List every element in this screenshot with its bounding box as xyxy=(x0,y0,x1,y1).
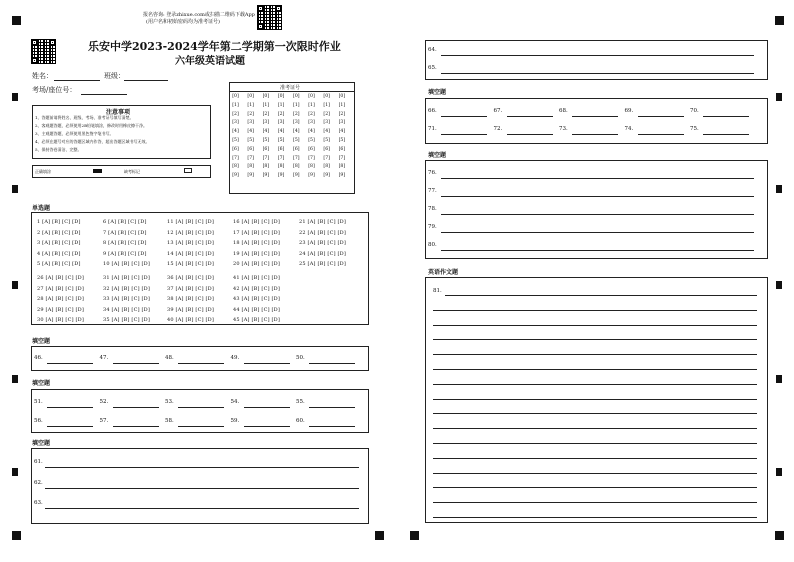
writing-line[interactable] xyxy=(433,339,757,340)
choice-item[interactable]: 30 [A] [B] [C] [D] xyxy=(37,317,85,323)
ticket-digit-bubble[interactable]: [4] xyxy=(338,129,346,135)
timing-mark xyxy=(12,185,18,193)
answer-64-65-rows xyxy=(425,40,768,80)
answer-line[interactable] xyxy=(441,73,754,74)
ticket-digit-bubble[interactable]: [8] xyxy=(308,164,315,170)
answer-line[interactable] xyxy=(45,508,359,509)
blank-number: 70. xyxy=(690,108,699,114)
answer-blank[interactable] xyxy=(178,407,224,408)
answer-number: 76. xyxy=(428,170,437,176)
ticket-digit-bubble[interactable]: [4] xyxy=(247,129,254,135)
ticket-digit-bubble[interactable]: [6] xyxy=(232,146,239,152)
answer-blank[interactable] xyxy=(178,426,224,427)
corner-mark xyxy=(775,16,784,25)
ticket-digit-bubble[interactable]: [5] xyxy=(293,137,300,143)
answer-number: 77. xyxy=(428,188,437,194)
ticket-digit-column xyxy=(292,93,301,181)
choice-item[interactable]: 38 [A] [B] [C] [D] xyxy=(167,296,215,302)
ticket-digit-bubble[interactable]: [1] xyxy=(262,102,270,108)
ticket-digit-bubble[interactable]: [9] xyxy=(232,173,239,179)
answer-blank[interactable] xyxy=(441,134,487,135)
ticket-digit-bubble[interactable]: [8] xyxy=(338,164,346,170)
answer-blank[interactable] xyxy=(47,363,93,364)
ticket-digit-bubble[interactable]: [1] xyxy=(247,102,254,108)
choice-item[interactable]: 14 [A] [B] [C] [D] xyxy=(167,250,215,257)
choice-item[interactable]: 33 [A] [B] [C] [D] xyxy=(103,296,151,302)
choice-item[interactable]: 22 [A] [B] [C] [D] xyxy=(299,229,347,236)
fill-blank-3-rows xyxy=(31,448,369,524)
choice-item[interactable]: 6 [A] [B] [C] [D] xyxy=(103,219,147,225)
answer-line[interactable] xyxy=(441,178,754,179)
ticket-digit-bubble[interactable]: [9] xyxy=(247,173,254,179)
ticket-digit-bubble[interactable]: [8] xyxy=(293,164,300,170)
answer-blank[interactable] xyxy=(441,116,487,117)
ticket-digit-bubble[interactable]: [7] xyxy=(232,155,239,161)
single-choice-title: 单选题 xyxy=(32,205,51,212)
answer-blank[interactable] xyxy=(638,134,684,135)
choice-item[interactable]: 29 [A] [B] [C] [D] xyxy=(37,306,85,313)
name-label: 姓名： xyxy=(32,72,53,80)
timing-mark xyxy=(12,375,18,383)
choice-item[interactable]: 11 [A] [B] [C] [D] xyxy=(167,219,215,225)
ticket-digit-bubble[interactable]: [9] xyxy=(293,173,300,179)
writing-title: 英语作文题 xyxy=(428,269,459,276)
choice-item[interactable]: 20 [A] [B] [C] [D] xyxy=(233,261,281,267)
answer-blank[interactable] xyxy=(703,116,749,117)
choice-item[interactable]: 34 [A] [B] [C] [D] xyxy=(103,306,151,313)
ticket-digit-bubble[interactable]: [0] xyxy=(293,94,300,99)
blank-number: 55. xyxy=(296,399,305,405)
choice-item[interactable]: 4 [A] [B] [C] [D] xyxy=(37,250,81,257)
fill-blank-title: 填空题 xyxy=(32,440,51,447)
writing-line[interactable] xyxy=(433,487,757,488)
ticket-digit-bubble[interactable]: [1] xyxy=(338,102,346,108)
choice-item[interactable]: 28 [A] [B] [C] [D] xyxy=(37,296,85,302)
blank-number: 69. xyxy=(624,108,634,114)
ticket-digit-bubble[interactable]: [4] xyxy=(293,129,300,135)
ticket-digit-bubble[interactable]: [4] xyxy=(277,129,285,135)
blank-number: 47. xyxy=(99,355,109,361)
choice-item[interactable]: 18 [A] [B] [C] [D] xyxy=(233,240,281,246)
answer-number: 79. xyxy=(428,224,437,230)
answer-number: 62. xyxy=(34,479,43,486)
ticket-digit-bubble[interactable]: [5] xyxy=(308,137,315,143)
correct-fill-sample xyxy=(93,169,102,173)
ticket-digit-bubble[interactable]: [2] xyxy=(338,111,346,117)
ticket-digit-bubble[interactable]: [4] xyxy=(308,129,315,135)
ticket-digit-bubble[interactable]: [8] xyxy=(323,164,330,170)
ticket-digit-bubble[interactable]: [3] xyxy=(293,120,300,126)
ticket-digit-bubble[interactable]: [8] xyxy=(232,164,239,170)
answer-blank[interactable] xyxy=(572,134,618,135)
ticket-digit-bubble[interactable]: [3] xyxy=(262,120,270,126)
choice-item[interactable]: 25 [A] [B] [C] [D] xyxy=(299,261,347,267)
answer-blank[interactable] xyxy=(244,363,290,364)
writing-line[interactable] xyxy=(433,502,757,503)
choice-item[interactable]: 31 [A] [B] [C] [D] xyxy=(103,275,151,281)
ticket-digit-column xyxy=(231,93,240,181)
corner-mark xyxy=(12,16,21,25)
choice-item[interactable]: 13 [A] [B] [C] [D] xyxy=(167,240,215,246)
ticket-digit-bubble[interactable]: [3] xyxy=(308,120,315,126)
qr-code-icon xyxy=(31,39,56,64)
ticket-digit-column xyxy=(261,93,270,181)
ticket-digit-bubble[interactable]: [7] xyxy=(262,155,270,161)
timing-mark xyxy=(12,468,18,476)
answer-line[interactable] xyxy=(441,196,754,197)
blank-number: 74. xyxy=(624,126,634,132)
ticket-digit-bubble[interactable]: [7] xyxy=(293,155,300,161)
timing-mark xyxy=(776,375,782,383)
answer-blank[interactable] xyxy=(178,363,224,364)
choice-item[interactable]: 39 [A] [B] [C] [D] xyxy=(167,306,215,313)
header-notice-line2: (用户名和初始密码均为准考证号) xyxy=(146,19,220,25)
blank-number: 72. xyxy=(493,126,503,132)
ticket-digit-bubble[interactable]: [0] xyxy=(247,94,254,99)
fill-blank-4-rows xyxy=(425,98,768,144)
ticket-digit-bubble[interactable]: [4] xyxy=(262,129,270,135)
blank-number: 75. xyxy=(690,126,699,132)
choice-item[interactable]: 12 [A] [B] [C] [D] xyxy=(167,229,215,236)
room-field[interactable] xyxy=(81,94,127,95)
blank-number: 66. xyxy=(428,108,437,114)
choice-item[interactable]: 32 [A] [B] [C] [D] xyxy=(103,285,151,292)
choice-item[interactable]: 16 [A] [B] [C] [D] xyxy=(233,219,281,225)
ticket-digit-column xyxy=(337,93,346,181)
ticket-digit-bubble[interactable]: [5] xyxy=(247,137,254,143)
writing-lines xyxy=(425,277,768,523)
header-notice-line1: 报名咨询: 登录zhixue.com或扫描二维码下载App xyxy=(143,12,255,18)
ticket-digit-bubble[interactable]: [6] xyxy=(293,146,300,152)
blank-number: 60. xyxy=(296,418,305,424)
ticket-digit-bubble[interactable]: [9] xyxy=(262,173,270,179)
ticket-digit-bubble[interactable]: [0] xyxy=(232,94,239,99)
ticket-digit-bubble[interactable]: [6] xyxy=(308,146,315,152)
ticket-digit-bubble[interactable]: [6] xyxy=(338,146,346,152)
corner-mark xyxy=(12,531,21,540)
ticket-digit-bubble[interactable]: [5] xyxy=(338,137,346,143)
choice-item[interactable]: 1 [A] [B] [C] [D] xyxy=(37,219,81,225)
ticket-digit-bubble[interactable]: [3] xyxy=(338,120,346,126)
ticket-digit-bubble[interactable]: [9] xyxy=(323,173,330,179)
ticket-digit-bubble[interactable]: [5] xyxy=(232,137,239,143)
answer-blank[interactable] xyxy=(244,407,290,408)
choice-item[interactable]: 2 [A] [B] [C] [D] xyxy=(37,229,81,236)
ticket-digit-bubble[interactable]: [2] xyxy=(232,111,239,117)
ticket-grid xyxy=(231,93,353,193)
answer-blank[interactable] xyxy=(244,426,290,427)
answer-line[interactable] xyxy=(441,55,754,56)
notice-item: 2、客观题答题，必须使用2B铅笔填涂，修改时用橡皮擦干净。 xyxy=(35,123,148,128)
answer-blank[interactable] xyxy=(113,426,159,427)
ticket-digit-bubble[interactable]: [2] xyxy=(247,111,254,117)
ticket-digit-bubble[interactable]: [7] xyxy=(277,155,285,161)
writing-line[interactable] xyxy=(433,310,757,311)
answer-line[interactable] xyxy=(441,214,754,215)
blank-number: 48. xyxy=(165,355,174,361)
choice-item[interactable]: 17 [A] [B] [C] [D] xyxy=(233,229,281,236)
choice-item[interactable]: 37 [A] [B] [C] [D] xyxy=(167,285,215,292)
choice-item[interactable]: 36 [A] [B] [C] [D] xyxy=(167,275,215,281)
blank-number: 67. xyxy=(493,108,503,114)
choice-item[interactable]: 10 [A] [B] [C] [D] xyxy=(103,261,151,267)
ticket-digit-bubble[interactable]: [9] xyxy=(308,173,315,179)
blank-number: 46. xyxy=(34,355,43,361)
corner-mark xyxy=(410,531,419,540)
choice-item[interactable]: 26 [A] [B] [C] [D] xyxy=(37,275,85,281)
ticket-digit-bubble[interactable]: [6] xyxy=(247,146,254,152)
writing-line[interactable] xyxy=(433,428,757,429)
ticket-digit-bubble[interactable]: [0] xyxy=(338,94,346,99)
fill-blank-title: 填空题 xyxy=(428,152,447,159)
choice-item[interactable]: 41 [A] [B] [C] [D] xyxy=(233,275,281,281)
class-field[interactable] xyxy=(124,80,168,81)
answer-blank[interactable] xyxy=(507,116,553,117)
answer-blank[interactable] xyxy=(572,116,618,117)
qr-code-icon xyxy=(257,5,282,30)
writing-line[interactable] xyxy=(433,458,757,459)
fill-blank-title: 填空题 xyxy=(32,338,51,345)
ticket-digit-bubble[interactable]: [1] xyxy=(323,102,330,108)
blank-number: 51. xyxy=(34,399,43,405)
ticket-digit-bubble[interactable]: [5] xyxy=(323,137,330,143)
answer-line[interactable] xyxy=(441,232,754,233)
ticket-digit-bubble[interactable]: [7] xyxy=(308,155,315,161)
ticket-digit-bubble[interactable]: [4] xyxy=(323,129,330,135)
corner-mark xyxy=(375,531,384,540)
blank-number: 54. xyxy=(230,399,240,405)
choice-item[interactable]: 19 [A] [B] [C] [D] xyxy=(233,250,281,257)
answer-number: 78. xyxy=(428,206,437,212)
ticket-digit-bubble[interactable]: [6] xyxy=(323,146,330,152)
blank-number: 59. xyxy=(230,418,240,424)
absent-mark-checkbox[interactable] xyxy=(184,168,192,173)
ticket-digit-column xyxy=(246,93,255,181)
fill-blank-5-rows xyxy=(425,160,768,259)
answer-blank[interactable] xyxy=(507,134,553,135)
answer-blank[interactable] xyxy=(113,407,159,408)
ticket-digit-bubble[interactable]: [3] xyxy=(277,120,285,126)
fill-blank-title: 填空题 xyxy=(32,380,51,387)
answer-blank[interactable] xyxy=(309,407,355,408)
choice-item[interactable]: 9 [A] [B] [C] [D] xyxy=(103,250,147,257)
ticket-title: 准考证号 xyxy=(280,85,301,91)
timing-mark xyxy=(776,185,782,193)
ticket-digit-bubble[interactable]: [8] xyxy=(262,164,270,170)
ticket-digit-column xyxy=(277,93,286,181)
writing-line[interactable] xyxy=(433,325,757,326)
blank-number: 57. xyxy=(99,418,109,424)
choice-item[interactable]: 5 [A] [B] [C] [D] xyxy=(37,261,81,267)
ticket-digit-bubble[interactable]: [0] xyxy=(323,94,330,99)
ticket-digit-bubble[interactable]: [1] xyxy=(308,102,315,108)
blank-number: 49. xyxy=(230,355,240,361)
answer-blank[interactable] xyxy=(309,363,355,364)
blank-number: 56. xyxy=(34,418,43,424)
answer-blank[interactable] xyxy=(638,116,684,117)
writing-line[interactable] xyxy=(433,443,757,444)
ticket-digit-bubble[interactable]: [4] xyxy=(232,129,239,135)
blank-number: 52. xyxy=(99,399,109,405)
choice-item[interactable]: 21 [A] [B] [C] [D] xyxy=(299,219,347,225)
writing-line[interactable] xyxy=(433,369,757,370)
choice-item[interactable]: 35 [A] [B] [C] [D] xyxy=(103,317,151,323)
timing-mark xyxy=(776,468,782,476)
room-label: 考场/座位号： xyxy=(32,86,77,94)
class-label: 班级： xyxy=(104,72,125,80)
timing-mark xyxy=(12,93,18,101)
writing-line[interactable] xyxy=(433,517,757,518)
notice-title: 注意事项 xyxy=(106,109,131,116)
writing-line[interactable] xyxy=(433,413,757,414)
ticket-digit-bubble[interactable]: [9] xyxy=(277,173,285,179)
writing-number: 81. xyxy=(433,288,442,294)
ticket-digit-bubble[interactable]: [3] xyxy=(232,120,239,126)
answer-blank[interactable] xyxy=(703,134,749,135)
ticket-digit-bubble[interactable]: [7] xyxy=(323,155,330,161)
ticket-digit-bubble[interactable]: [2] xyxy=(293,111,300,117)
choice-item[interactable]: 45 [A] [B] [C] [D] xyxy=(233,317,281,323)
notice-item: 1、答题前请将姓名、班级、考场、准考证号填写清楚。 xyxy=(35,115,134,120)
school-title: 乐安中学2023-2024学年第二学期第一次限时作业 xyxy=(88,40,341,53)
correct-fill-label: 正确填涂 xyxy=(35,169,51,174)
ticket-digit-bubble[interactable]: [3] xyxy=(247,120,254,126)
answer-blank[interactable] xyxy=(47,407,93,408)
name-field[interactable] xyxy=(54,80,100,81)
ticket-digit-column xyxy=(322,93,331,181)
fill-blank-1-rows xyxy=(31,346,369,371)
notice-item: 4、必须在题号对应的答题区域内作答，超出答题区域书写无效。 xyxy=(35,139,150,144)
answer-blank[interactable] xyxy=(309,426,355,427)
notice-item: 5、保持答卷清洁、完整。 xyxy=(35,147,82,152)
blank-number: 71. xyxy=(428,126,437,132)
ticket-digit-bubble[interactable]: [0] xyxy=(308,94,315,99)
single-choice-options xyxy=(31,212,369,325)
ticket-digit-bubble[interactable]: [2] xyxy=(277,111,285,117)
choice-item[interactable]: 27 [A] [B] [C] [D] xyxy=(37,285,85,292)
ticket-digit-bubble[interactable]: [2] xyxy=(262,111,270,117)
fill-blank-2-rows xyxy=(31,389,369,433)
ticket-digit-bubble[interactable]: [3] xyxy=(323,120,330,126)
choice-item[interactable]: 8 [A] [B] [C] [D] xyxy=(103,240,147,246)
notice-item: 3、主观题答题，必须使用黑色签字笔书写。 xyxy=(35,131,114,136)
blank-number: 50. xyxy=(296,355,305,361)
ticket-digit-bubble[interactable]: [7] xyxy=(338,155,346,161)
ticket-digit-bubble[interactable]: [1] xyxy=(293,102,300,108)
choice-item[interactable]: 3 [A] [B] [C] [D] xyxy=(37,240,81,246)
writing-line[interactable] xyxy=(433,384,757,385)
ticket-digit-bubble[interactable]: [8] xyxy=(247,164,254,170)
blank-number: 68. xyxy=(559,108,568,114)
timing-mark xyxy=(776,93,782,101)
timing-mark xyxy=(12,281,18,289)
ticket-digit-bubble[interactable]: [8] xyxy=(277,164,285,170)
ticket-digit-bubble[interactable]: [9] xyxy=(338,173,346,179)
answer-line[interactable] xyxy=(441,250,754,251)
ticket-digit-bubble[interactable]: [0] xyxy=(262,94,270,99)
ticket-digit-bubble[interactable]: [0] xyxy=(277,94,285,99)
ticket-digit-bubble[interactable]: [1] xyxy=(277,102,285,108)
choice-item[interactable]: 40 [A] [B] [C] [D] xyxy=(167,317,215,323)
choice-item[interactable]: 15 [A] [B] [C] [D] xyxy=(167,261,215,267)
absent-mark-label: 缺考标记 xyxy=(124,169,140,174)
choice-item[interactable]: 23 [A] [B] [C] [D] xyxy=(299,240,347,246)
answer-blank[interactable] xyxy=(113,363,159,364)
answer-number: 65. xyxy=(428,65,437,71)
fill-blank-title: 填空题 xyxy=(428,89,447,96)
choice-item[interactable]: 24 [A] [B] [C] [D] xyxy=(299,250,347,257)
exam-title: 六年级英语试题 xyxy=(175,56,245,67)
writing-line[interactable] xyxy=(433,473,757,474)
choice-item[interactable]: 7 [A] [B] [C] [D] xyxy=(103,229,147,236)
ticket-digit-bubble[interactable]: [5] xyxy=(277,137,285,143)
answer-number: 61. xyxy=(34,459,43,465)
ticket-digit-bubble[interactable]: [2] xyxy=(308,111,315,117)
corner-mark xyxy=(775,531,784,540)
choice-item[interactable]: 44 [A] [B] [C] [D] xyxy=(233,306,281,313)
blank-number: 53. xyxy=(165,399,174,405)
choice-item[interactable]: 43 [A] [B] [C] [D] xyxy=(233,296,281,302)
ticket-digit-bubble[interactable]: [6] xyxy=(277,146,285,152)
writing-line[interactable] xyxy=(433,399,757,400)
blank-number: 58. xyxy=(165,418,174,424)
ticket-digit-bubble[interactable]: [6] xyxy=(262,146,270,152)
blank-number: 73. xyxy=(559,126,568,132)
ticket-title-divider xyxy=(230,91,354,92)
answer-number: 64. xyxy=(428,47,437,53)
ticket-digit-bubble[interactable]: [7] xyxy=(247,155,254,161)
writing-line[interactable] xyxy=(433,354,757,355)
answer-line[interactable] xyxy=(45,488,359,489)
ticket-digit-column xyxy=(307,93,316,181)
choice-item[interactable]: 42 [A] [B] [C] [D] xyxy=(233,285,281,292)
answer-number: 80. xyxy=(428,242,437,248)
ticket-digit-bubble[interactable]: [1] xyxy=(232,102,239,108)
writing-line[interactable] xyxy=(445,295,757,296)
answer-number: 63. xyxy=(34,500,43,506)
ticket-digit-bubble[interactable]: [5] xyxy=(262,137,270,143)
timing-mark xyxy=(776,281,782,289)
answer-line[interactable] xyxy=(45,467,359,468)
answer-blank[interactable] xyxy=(47,426,93,427)
ticket-digit-bubble[interactable]: [2] xyxy=(323,111,330,117)
